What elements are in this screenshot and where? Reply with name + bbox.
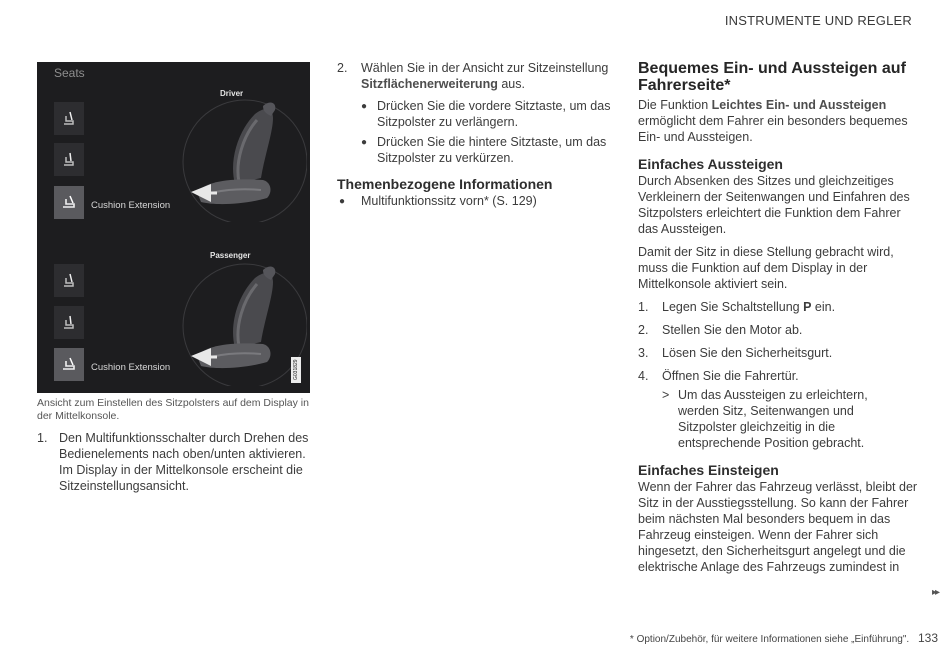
step-item-4: 4. Öffnen Sie die Fahrertür.	[638, 369, 799, 383]
page-title: Bequemes Ein- und Aussteigen auf Fahrerseite*	[638, 60, 906, 94]
bullet-icon: ●	[361, 137, 368, 148]
related-item	[337, 193, 614, 209]
figure-code: G031829	[291, 357, 301, 383]
seat-button-4	[54, 306, 84, 339]
figure-title: Seats	[54, 66, 85, 80]
driver-seat-icon	[177, 92, 307, 222]
seat-icon	[61, 109, 77, 127]
seat-button-2	[54, 143, 84, 176]
page-number: 133	[917, 631, 938, 645]
cushion-extension-icon	[61, 355, 77, 373]
result-arrow-icon: >	[662, 388, 670, 402]
section-header: INSTRUMENTE UND REGLER	[724, 13, 912, 28]
footer	[630, 631, 938, 645]
seat-button-cushion	[54, 186, 84, 219]
subheading-entry: Einfaches Einsteigen	[638, 462, 779, 478]
passenger-option-label: Cushion Extension	[91, 362, 171, 373]
step-result: > Um das Aussteigen zu erleichtern, werden Sitz, Seitenwangen und Sitzpolster gleichzeitig in die entsprechende Position gebracht.	[662, 388, 868, 450]
cushion-extension-icon	[61, 193, 77, 211]
step-item-1: 1. Legen Sie Schaltstellung P ein.	[638, 300, 836, 314]
step-1-text: Den Multifunktionsschalter durch Drehen des Bedienelements nach oben/unten aktivieren. Im Display in der Mittelkonsole erscheint die Sitzeinstellungsansicht.	[59, 431, 309, 493]
step-1: 1. Den Multifunktionsschalter durch Drehen des Bedienelements nach oben/unten aktivieren. Im Display in der Mittelkonsole erscheint die Sitzeinstellungsansicht.	[37, 430, 312, 494]
passenger-seat-icon	[177, 256, 307, 386]
bullet-item-2: ● Drücken Sie die hintere Sitztaste, um das Sitzpolster zu verkürzen.	[361, 135, 607, 165]
seat-icon	[61, 150, 77, 168]
seat-button-cushion-passenger	[54, 348, 84, 381]
related-heading: Themenbezogene Informationen	[337, 176, 553, 192]
bullet-icon: ●	[361, 101, 368, 112]
footnote: * Option/Zubehör, für weitere Informationen siehe „Einführung".	[629, 634, 910, 645]
paragraph-activation: Damit der Sitz in diese Stellung gebracht wird, muss die Funktion auf dem Display in der Mittelkonsole aktiviert sein.	[638, 245, 894, 291]
gear-position: P	[803, 300, 812, 314]
seat-button-3	[54, 264, 84, 297]
related-link[interactable]: Multifunktionssitz vorn* (S. 129)	[361, 194, 537, 208]
setting-name: Sitzflächenerweiterung	[361, 77, 498, 91]
figure-caption: Ansicht zum Einstellen des Sitzpolsters auf dem Display in der Mittelkonsole.	[37, 397, 309, 422]
paragraph-exit: Durch Absenken des Sitzes und gleichzeitiges Verkleinern der Seitenwangen und Einfahren des Sitzpolsters erleichtert die Funktion dem Fahrer das Aussteigen.	[638, 174, 910, 236]
seat-icon	[61, 313, 77, 331]
driver-option-label: Cushion Extension	[91, 200, 171, 211]
subheading-exit: Einfaches Aussteigen	[638, 156, 783, 172]
intro-paragraph: Die Funktion Leichtes Ein- und Aussteigen ermöglicht dem Fahrer ein besonders bequemes Ein- und Aussteigen.	[638, 98, 908, 144]
step-item-2: 2. Stellen Sie den Motor ab.	[638, 323, 803, 337]
seat-icon	[61, 271, 77, 289]
seat-button-1	[54, 102, 84, 135]
next-page-icon[interactable]: ▸▸	[931, 587, 938, 598]
paragraph-entry: Wenn der Fahrer das Fahrzeug verlässt, bleibt der Sitz in der Ausstiegsstellung. So kann der Fahrer beim nächsten Mal besonders bequem in das Fahrzeug einsteigen. Wenn der Fahrer sich hingesetzt, den Sicherheitsgurt angelegt und die elektrische Anlage des Fahrzeugs zumindest in	[638, 480, 918, 574]
function-name: Leichtes Ein- und Aussteigen	[711, 98, 887, 112]
step-item-3: 3. Lösen Sie den Sicherheitsgurt.	[638, 346, 833, 360]
bullet-icon: ●	[339, 196, 346, 207]
seat-settings-figure	[37, 62, 310, 393]
passenger-label: Passenger	[210, 251, 251, 260]
bullet-item-1: ● Drücken Sie die vordere Sitztaste, um das Sitzpolster zu verlängern.	[361, 99, 611, 129]
step-2: 2. Wählen Sie in der Ansicht zur Sitzeinstellung Sitzflächenerweiterung aus.	[337, 61, 609, 91]
driver-label: Driver	[220, 89, 244, 98]
